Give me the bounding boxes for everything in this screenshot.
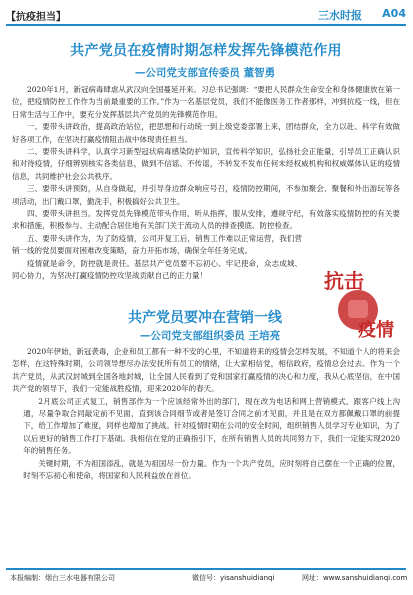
fight-epidemic-stamp — [318, 262, 400, 342]
paper-title: 三水时报 — [318, 9, 362, 22]
stamp-top-text: 抗击 — [324, 269, 364, 293]
article1-paragraph: 五、要带头讲作为，为了防疫情，公司开复工后，销售工作难以正常运营，我们营销一线的党员要面对困难改变策略，奋力开拓市场，确保全年任务完成。 — [12, 233, 302, 256]
page-footer — [6, 568, 406, 584]
article1-paragraph: 一、要带头讲政治，提高政治站位，把思想和行动统一到上级党委部署上来，团结群众，全力以赴、科学有效做好各项工作，在坚决打赢疫情阻击战中体现责任担当。 — [12, 122, 400, 144]
footer-website: 网址：www.sanshuidianqi.com — [302, 574, 408, 582]
stamp-bottom-text: 疫情 — [358, 320, 394, 341]
article2-paragraph: 2月底公司正式复工，销售部作为一个应该经常外出的部门，现在改为电话和网上营销模式，跟客户线上沟通，尽量争取合同敲定前不见面，直到该合同细节或者是签订合同之前才见面，并且是在双方都佩戴口罩的前提下，给工作增加了难度，同样也增加了挑战。针对疫情时期在公司的安全时间，组织销售人员学习专业知识，为了以后更好的销售工作打下基础。我相信在党的正确指引下，在所有销售人员的共同努力下，我们一定能实现2020年的销售任务。 — [23, 396, 400, 456]
article1-paragraph: 三、要带头讲预防，从自身做起，并引导身边群众响应号召，疫情防控期间，不参加聚会、聚餐和外出游玩等各项活动，出门戴口罩，勤洗手，积极搞好公共卫生。 — [12, 184, 400, 206]
article2-title: 共产党员要冲在营销一线 — [128, 310, 282, 326]
page-number: A04 — [382, 7, 406, 20]
article1-paragraph: 2020年1月，新冠病毒肆虐从武汉向全国蔓延开来。习总书记强调：“要把人民群众生命安全和身体健康放在第一位，把疫情防控工作作为当前最重要的工作。”作为一名基层党员，我们不能像医务工作者那样，冲到抗疫一线，但在日常生活与工作中，要充分发挥基层共产党员的先锋模范作用。 — [12, 85, 400, 119]
footer-editor: 本报编制：烟台三水电器有限公司 — [10, 574, 115, 582]
article2-paragraph: 2020年伊始，新冠袭毒，企业和员工都有一种不安的心里，不知道将来的疫情会怎样发展，不知道个人的将来会怎样，在这特殊时期，公司领导想尽办法安抚所有员工的情绪，让大家相信党，相信政府，疫情总会过去。作为一个共产党员，从武汉封城到全国各地封城，让全国人民看到了党和国家打赢疫情的决心和力度，我从心底坚信，在中国共产党的领导下，我们一定能战胜疫情，迎来2020年的春天。 — [12, 347, 400, 394]
article1-paragraph: 二、要带头讲科学，认真学习新型冠状病毒感染防护知识，宣传科学知识，弘扬社会正能量，引导员工正确认识和对待疫情，仔细辨别核实各类信息，做到不信谣、不传谣，不转发不发布任何未经权威机构和权威媒体认证的疫情信息，共同维护社会公共秩序。 — [12, 147, 400, 181]
footer-wechat: 微信号：yisanshuidianqi — [192, 574, 275, 582]
article2-byline: —公司党支部组织委员 王培亮 — [139, 330, 281, 342]
article2-paragraph: 关键时期，不为祖国添乱，就是为祖国尽一份力量。作为一个共产党员，应时刻将自己摆在一个正确的位置，时刻不忘初心和使命，将国家和人民利益放在首位。 — [23, 458, 400, 481]
article1-paragraph: 疫情就是命令，防控就是责任。基层共产党员要不忘初心、牢记使命，众志成城、同心协力，为坚决打赢疫情防控攻坚战贡献自己的正力量！ — [12, 258, 302, 281]
article1-byline: —公司党支部宣传委员 董智勇 — [134, 67, 276, 79]
article1-title: 共产党员在疫情时期怎样发挥先锋模范作用 — [70, 43, 342, 59]
section-tag: 【抗疫担当】 — [6, 12, 66, 23]
page-header — [6, 6, 406, 26]
article2-body — [12, 346, 400, 558]
article1-paragraph: 四、要带头讲担当。发挥党员先锋模范带头作用，听从指挥，服从安排，遵规守纪，有效落实疫情防控的有关要求和措施，积极参与、主动配合居住地有关部门关于流动人员的排查摸底、防控检查。 — [12, 209, 400, 231]
